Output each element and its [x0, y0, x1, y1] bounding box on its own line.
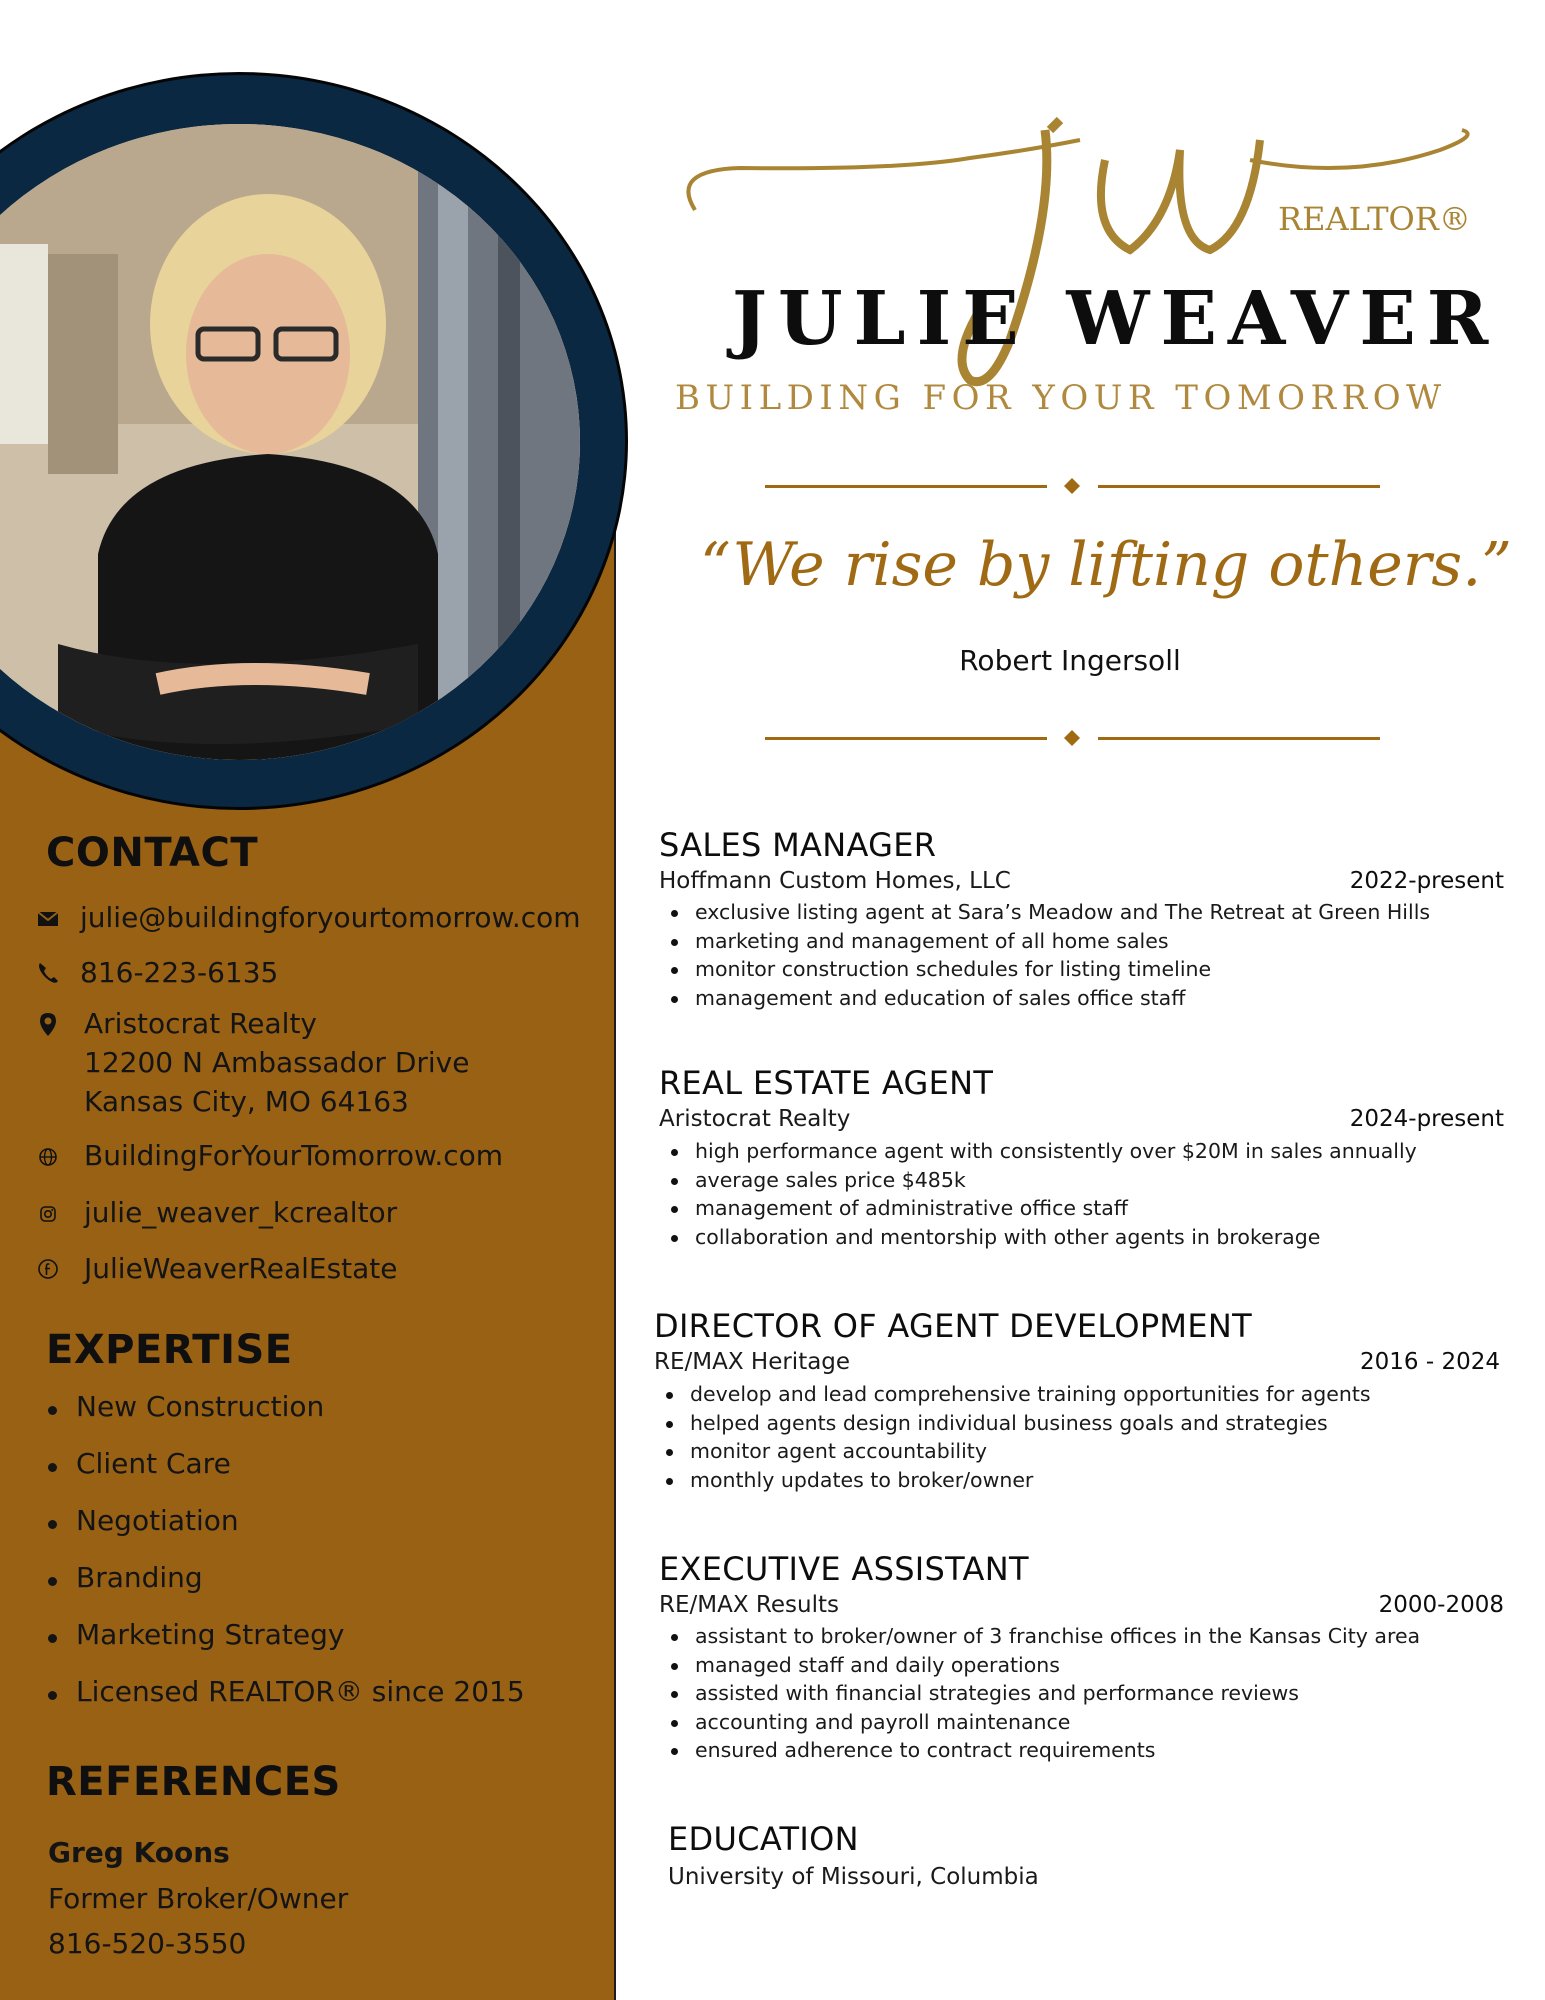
- job-dates: 2000-2008: [1378, 1592, 1504, 1618]
- education-heading: EDUCATION: [668, 1820, 859, 1858]
- job-title: SALES MANAGER: [659, 826, 937, 864]
- expertise-item: Client Care: [46, 1447, 525, 1504]
- job-bullet: helped agents design individual business goals and strategies: [654, 1411, 1371, 1440]
- job-bullets: [659, 900, 1430, 1014]
- expertise-item: Marketing Strategy: [46, 1618, 525, 1675]
- contact-facebook-row[interactable]: [34, 1249, 398, 1288]
- job-bullet: management of administrative office staff: [659, 1196, 1417, 1225]
- contact-address: [84, 1004, 469, 1121]
- reference-phone[interactable]: 816-520-3550: [48, 1927, 247, 1960]
- phone-icon: [34, 959, 64, 989]
- facebook-icon: [34, 1255, 64, 1285]
- divider-bottom: [765, 728, 1380, 748]
- reference-role: Former Broker/Owner: [48, 1882, 349, 1915]
- expertise-item: Licensed REALTOR® since 2015: [46, 1675, 525, 1732]
- mail-icon: [34, 904, 64, 934]
- quote-author: Robert Ingersoll: [959, 644, 1181, 677]
- contact-website-row[interactable]: [34, 1136, 503, 1175]
- job-bullet: accounting and payroll maintenance: [659, 1710, 1420, 1739]
- contact-facebook[interactable]: JulieWeaverRealEstate: [84, 1252, 398, 1285]
- job-bullet: managed staff and daily operations: [659, 1653, 1420, 1682]
- globe-icon: [34, 1142, 64, 1172]
- job-bullet: ensured adherence to contract requirements: [659, 1738, 1420, 1767]
- expertise-heading: EXPERTISE: [46, 1327, 293, 1373]
- job-title: REAL ESTATE AGENT: [659, 1064, 994, 1102]
- tagline: BUILDING FOR YOUR TOMORROW: [675, 378, 1447, 418]
- job-company: RE/MAX Heritage: [654, 1349, 851, 1375]
- contact-instagram[interactable]: julie_weaver_kcrealtor: [84, 1196, 398, 1229]
- expertise-item: Negotiation: [46, 1504, 525, 1561]
- job-bullet: high performance agent with consistently over $20M in sales annually: [659, 1139, 1417, 1168]
- contact-email-row[interactable]: [34, 898, 581, 937]
- quote-text: “We rise by lifting others.”: [700, 530, 1512, 600]
- job-bullets: [654, 1382, 1371, 1496]
- job-title: DIRECTOR OF AGENT DEVELOPMENT: [654, 1307, 1252, 1345]
- contact-email[interactable]: julie@buildingforyourtomorrow.com: [80, 901, 581, 934]
- divider-top: [765, 476, 1380, 496]
- job-bullet: average sales price $485k: [659, 1168, 1417, 1197]
- job-company: Aristocrat Realty: [659, 1106, 851, 1132]
- address-line-1: Aristocrat Realty: [84, 1007, 317, 1040]
- job-dates: 2024-present: [1349, 1106, 1504, 1132]
- job-bullet: monthly updates to broker/owner: [654, 1468, 1371, 1497]
- expertise-item: Branding: [46, 1561, 525, 1618]
- instagram-icon: [34, 1199, 64, 1229]
- address-line-3: Kansas City, MO 64163: [84, 1085, 409, 1118]
- contact-heading: CONTACT: [46, 830, 259, 876]
- job-bullet: monitor agent accountability: [654, 1439, 1371, 1468]
- job-title: EXECUTIVE ASSISTANT: [659, 1550, 1029, 1588]
- job-dates: 2016 - 2024: [1360, 1349, 1500, 1375]
- contact-website[interactable]: BuildingForYourTomorrow.com: [84, 1139, 504, 1172]
- reference-name: Greg Koons: [48, 1836, 230, 1869]
- job-bullet: assistant to broker/owner of 3 franchise offices in the Kansas City area: [659, 1624, 1420, 1653]
- location-pin-icon: [34, 1010, 64, 1040]
- job-bullets: [659, 1624, 1420, 1767]
- job-bullet: assisted with financial strategies and performance reviews: [659, 1681, 1420, 1710]
- expertise-item: New Construction: [46, 1390, 525, 1447]
- job-bullet: management and education of sales office staff: [659, 986, 1430, 1015]
- job-company: RE/MAX Results: [659, 1592, 839, 1618]
- contact-instagram-row[interactable]: [34, 1193, 397, 1232]
- contact-address-row: [34, 1004, 469, 1121]
- job-bullet: develop and lead comprehensive training opportunities for agents: [654, 1382, 1371, 1411]
- realtor-mark: REALTOR®: [1278, 200, 1471, 238]
- sidebar-divider: [614, 520, 616, 2000]
- contact-phone[interactable]: 816-223-6135: [80, 956, 279, 989]
- brand-name: [732, 276, 1499, 362]
- job-company: Hoffmann Custom Homes, LLC: [659, 868, 1011, 894]
- first-name: JULIE: [732, 276, 1030, 362]
- job-bullets: [659, 1139, 1417, 1253]
- address-line-2: 12200 N Ambassador Drive: [84, 1046, 470, 1079]
- education-school: University of Missouri, Columbia: [668, 1864, 1039, 1890]
- job-bullet: monitor construction schedules for listing timeline: [659, 957, 1430, 986]
- job-bullet: exclusive listing agent at Sara’s Meadow and The Retreat at Green Hills: [659, 900, 1430, 929]
- job-dates: 2022-present: [1349, 868, 1504, 894]
- expertise-list: [46, 1390, 525, 1732]
- references-heading: REFERENCES: [46, 1759, 341, 1805]
- job-bullet: collaboration and mentorship with other agents in brokerage: [659, 1225, 1417, 1254]
- job-bullet: marketing and management of all home sales: [659, 929, 1430, 958]
- contact-phone-row[interactable]: [34, 953, 278, 992]
- last-name: WEAVER: [1066, 276, 1500, 362]
